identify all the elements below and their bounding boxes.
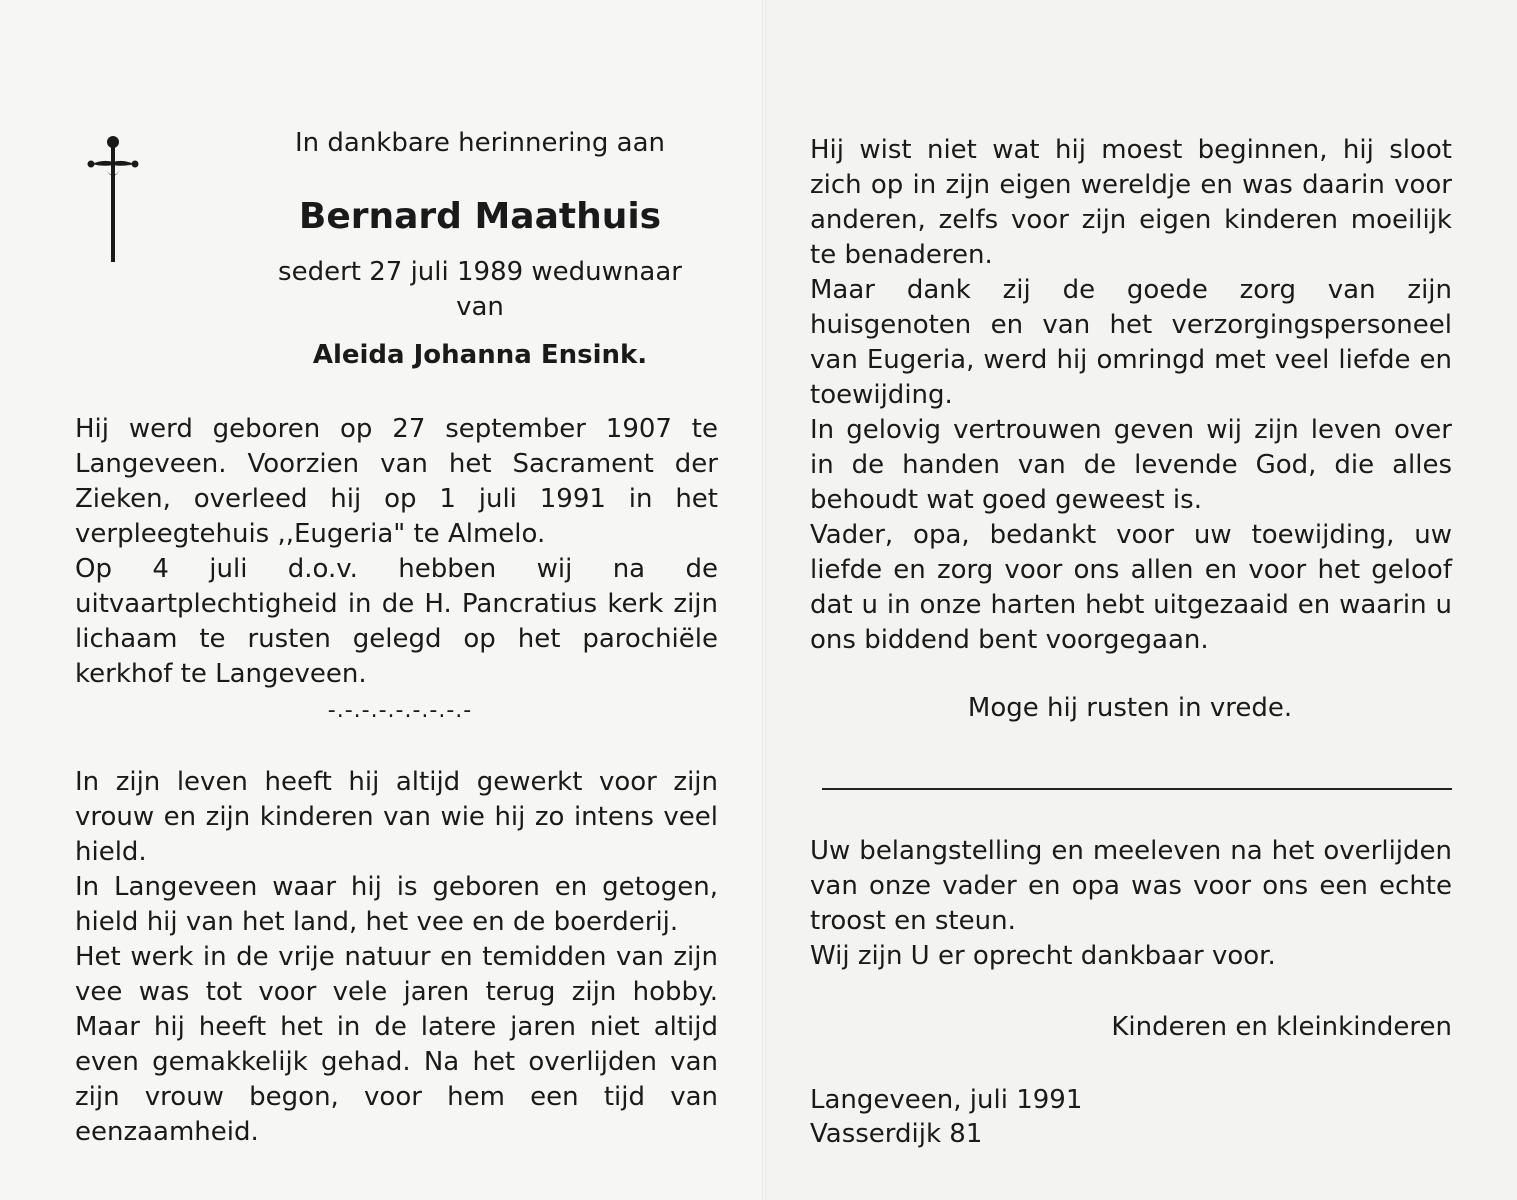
hobby-paragraph: Het werk in de vrije natuur en temidden van zijn vee was tot voor vele jaren terug zijn hobby. Maar hij heeft het in de latere jaren niet altijd even gemakkelijk gehad. Na het overlijden van zijn vrouw begon, voor hem een tijd van eenzaamheid. (75, 942, 718, 1147)
gratitude-paragraph: Vader, opa, bedankt voor uw toewijding, uw liefde en zorg voor ons allen en voor het geloof dat u in onze harten hebt uitgezaaid en waarin u ons biddend bent voorgegaan. (810, 520, 1452, 655)
deceased-name: Bernard Maathuis (298, 196, 662, 237)
widower-line-2: van (456, 292, 504, 322)
life-paragraph: In zijn leven heeft hij altijd gewerkt voor zijn vrouw en zijn kinderen van wie hij zo intens veel hield. (75, 767, 718, 867)
thanks-block (810, 834, 1452, 974)
widower-line-1: sedert 27 juli 1989 weduwnaar (278, 257, 682, 287)
spouse-name: Aleida Johanna Ensink. (312, 340, 648, 370)
intro-line: In dankbare herinnering aan (294, 128, 666, 158)
address: Vasserdijk 81 (810, 1119, 983, 1149)
biography-paragraph: Hij werd geboren op 27 september 1907 te Langeveen. Voorzien van het Sacrament der Zieken, overleed hij op 1 juli 1991 in het verpleegtehuis ,,Eugeria" te Almelo. (75, 414, 718, 549)
card-fold (762, 0, 766, 1200)
widower-line (200, 255, 760, 325)
thanks-paragraph: Uw belangstelling en meeleven na het overlijden van onze vader en opa was voor ons een echte troost en steun. (810, 836, 1452, 936)
funeral-paragraph: Op 4 juli d.o.v. hebben wij na de uitvaartplechtigheid in de H. Pancratius kerk zijn lichaam te rusten gelegd op het parochiële kerkhof te Langeveen. (75, 554, 718, 689)
thanks-closing: Wij zijn U er oprecht dankbaar voor. (810, 941, 1276, 971)
place-date: Langeveen, juli 1991 (810, 1085, 1083, 1115)
reflection-block (810, 133, 1452, 658)
dotted-divider: -.-.-.-.-.-.-.-.- (327, 698, 473, 723)
life-block (75, 765, 718, 1150)
loneliness-paragraph: Hij wist niet wat hij moest beginnen, hij sloot zich op in zijn eigen wereldje en was daarin voor anderen, zelfs voor zijn eigen kinderen moeilijk te benaderen. (810, 135, 1452, 270)
biography-block (75, 412, 718, 692)
rest-in-peace-line: Moge hij rusten in vrede. (967, 693, 1293, 723)
signature: Kinderen en kleinkinderen (1111, 1012, 1452, 1042)
faith-paragraph: In gelovig vertrouwen geven wij zijn leven over in de handen van de levende God, die alles behoudt wat goed geweest is. (810, 415, 1452, 515)
place-date-block (810, 1083, 1082, 1151)
cross-icon (86, 132, 140, 264)
langeveen-paragraph: In Langeveen waar hij is geboren en getogen, hield hij van het land, het vee en de boerderij. (75, 872, 718, 937)
care-paragraph: Maar dank zij de goede zorg van zijn huisgenoten en van het verzorgingspersoneel van Eugeria, werd hij omringd met veel liefde en toewijding. (810, 275, 1452, 410)
horizontal-rule (822, 788, 1452, 790)
